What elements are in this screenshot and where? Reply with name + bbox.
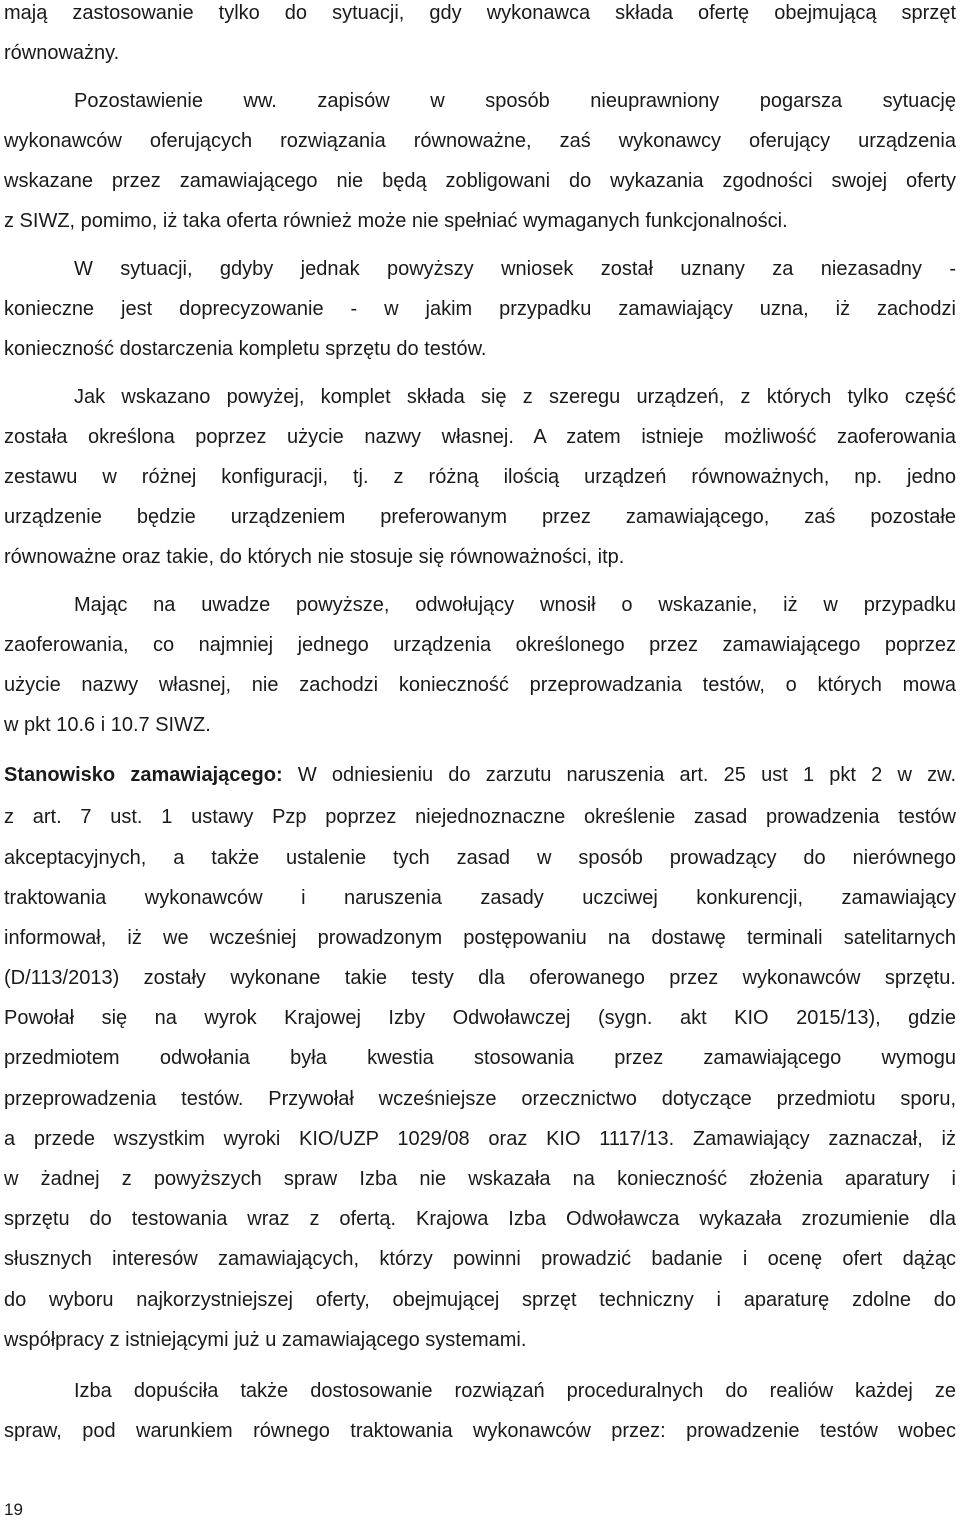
text-line: wskazane przez zamawiającego nie będą zobligowani do wykazania zgodności swojej oferty xyxy=(4,170,956,192)
text-line: spraw, pod warunkiem równego traktowania wykonawców przez: prowadzenie testów wobec xyxy=(4,1420,956,1442)
page-number: 19 xyxy=(4,1500,23,1519)
text-line: w pkt 10.6 i 10.7 SIWZ. xyxy=(4,714,211,736)
text-line: Pozostawienie ww. zapisów w sposób nieuprawniony pogarsza sytuację xyxy=(74,90,956,112)
text-line: urządzenie będzie urządzeniem preferowanym przez zamawiającego, zaś pozostałe xyxy=(4,506,956,528)
text-line: informował, iż we wcześniej prowadzonym postępowaniu na dostawę terminali satelitarnych xyxy=(4,927,956,949)
text-line: sprzętu do testowania wraz z ofertą. Krajowa Izba Odwoławcza wykazała zrozumienie dla xyxy=(4,1208,956,1230)
text-line: Stanowisko zamawiającego: W odniesieniu do zarzutu naruszenia art. 25 ust 1 pkt 2 w zw. xyxy=(4,764,956,786)
text-line: wykonawców oferujących rozwiązania równoważne, zaś wykonawcy oferujący urządzenia xyxy=(4,130,956,152)
text-line: słusznych interesów zamawiających, którzy powinni prowadzić badanie i ocenę ofert dążąc xyxy=(4,1248,956,1270)
text-line: została określona poprzez użycie nazwy własnej. A zatem istnieje możliwość zaoferowania xyxy=(4,426,956,448)
text-line: współpracy z istniejącymi już u zamawiającego systemami. xyxy=(4,1329,527,1351)
text-line: równoważne oraz takie, do których nie stosuje się równoważności, itp. xyxy=(4,546,625,568)
section-label: Stanowisko zamawiającego: xyxy=(4,764,283,786)
text-line: do wyboru najkorzystniejszej oferty, obejmującej sprzęt techniczny i aparaturę zdolne do xyxy=(4,1289,956,1311)
text-line: przeprowadzenia testów. Przywołał wcześniejsze orzecznictwo dotyczące przedmiotu sporu, xyxy=(4,1088,956,1110)
text-line: (D/113/2013) zostały wykonane takie testy dla oferowanego przez wykonawców sprzętu. xyxy=(4,967,956,989)
text-line: a przede wszystkim wyroki KIO/UZP 1029/08 oraz KIO 1117/13. Zamawiający zaznaczał, iż xyxy=(4,1128,956,1150)
text-line: z art. 7 ust. 1 ustawy Pzp poprzez niejednoznaczne określenie zasad prowadzenia testów xyxy=(4,806,956,828)
text-line: Jak wskazano powyżej, komplet składa się z szeregu urządzeń, z których tylko część xyxy=(74,386,956,408)
text-line: Powołał się na wyrok Krajowej Izby Odwoławczej (sygn. akt KIO 2015/13), gdzie xyxy=(4,1007,956,1029)
text-line: przedmiotem odwołania była kwestia stosowania przez zamawiającego wymogu xyxy=(4,1047,956,1069)
text-line: traktowania wykonawców i naruszenia zasady uczciwej konkurencji, zamawiający xyxy=(4,887,956,909)
text-line: konieczność dostarczenia kompletu sprzętu do testów. xyxy=(4,338,487,360)
text-line: zestawu w różnej konfiguracji, tj. z różną ilością urządzeń równoważnych, np. jedno xyxy=(4,466,956,488)
text-line: w żadnej z powyższych spraw Izba nie wskazała na konieczność złożenia aparatury i xyxy=(4,1168,956,1190)
text-line: równoważny. xyxy=(4,42,120,64)
text-line: Mając na uwadze powyższe, odwołujący wnosił o wskazanie, iż w przypadku xyxy=(74,594,956,616)
text-line: W sytuacji, gdyby jednak powyższy wniosek został uznany za niezasadny - xyxy=(74,258,956,280)
text-line: z SIWZ, pomimo, iż taka oferta również może nie spełniać wymaganych funkcjonalności. xyxy=(4,210,788,232)
text-line: zaoferowania, co najmniej jednego urządzenia określonego przez zamawiającego poprzez xyxy=(4,634,956,656)
text-line: konieczne jest doprecyzowanie - w jakim przypadku zamawiający uzna, iż zachodzi xyxy=(4,298,956,320)
text-line: akceptacyjnych, a także ustalenie tych zasad w sposób prowadzący do nierównego xyxy=(4,847,956,869)
text-line: mają zastosowanie tylko do sytuacji, gdy wykonawca składa ofertę obejmującą sprzęt xyxy=(4,2,956,24)
text-line: użycie nazwy własnej, nie zachodzi konieczność przeprowadzania testów, o których mowa xyxy=(4,674,956,696)
text-line: Izba dopuściła także dostosowanie rozwiązań proceduralnych do realiów każdej ze xyxy=(74,1380,956,1402)
